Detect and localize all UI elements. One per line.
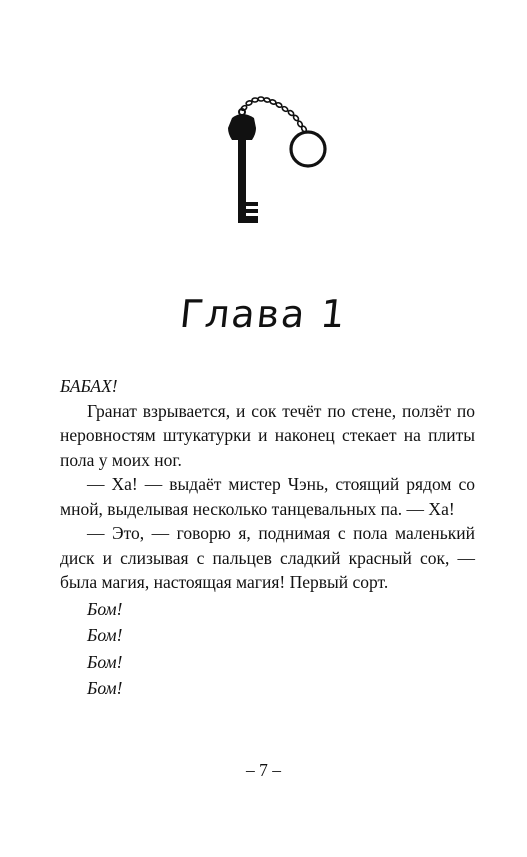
- opening-line: БАБАХ!: [60, 376, 118, 396]
- key-with-ring-icon: [218, 92, 338, 232]
- page-number: – 7 –: [246, 760, 281, 780]
- bom-line: Бом!: [87, 598, 123, 619]
- chapter-text: [60, 374, 475, 701]
- paragraph: Гранат взрывается, и сок течёт по стене, ползёт по неровностям штукатурки и наконец стекает на плиты пола у моих ног.: [60, 400, 475, 470]
- chapter-title: Глава 1: [177, 292, 350, 336]
- paragraph: — Это, — говорю я, поднимая с пола маленький диск и слизывая с пальцев сладкий красный сок, — была магия, настоящая магия! Первый сорт.: [60, 523, 475, 592]
- bom-line: Бом!: [87, 625, 123, 645]
- paragraph: — Ха! — выдаёт мистер Чэнь, стоящий рядом со мной, выделывая несколько танцевальных па. — Ха!: [60, 474, 475, 519]
- bom-line: Бом!: [87, 651, 123, 672]
- bom-line: Бом!: [87, 678, 123, 698]
